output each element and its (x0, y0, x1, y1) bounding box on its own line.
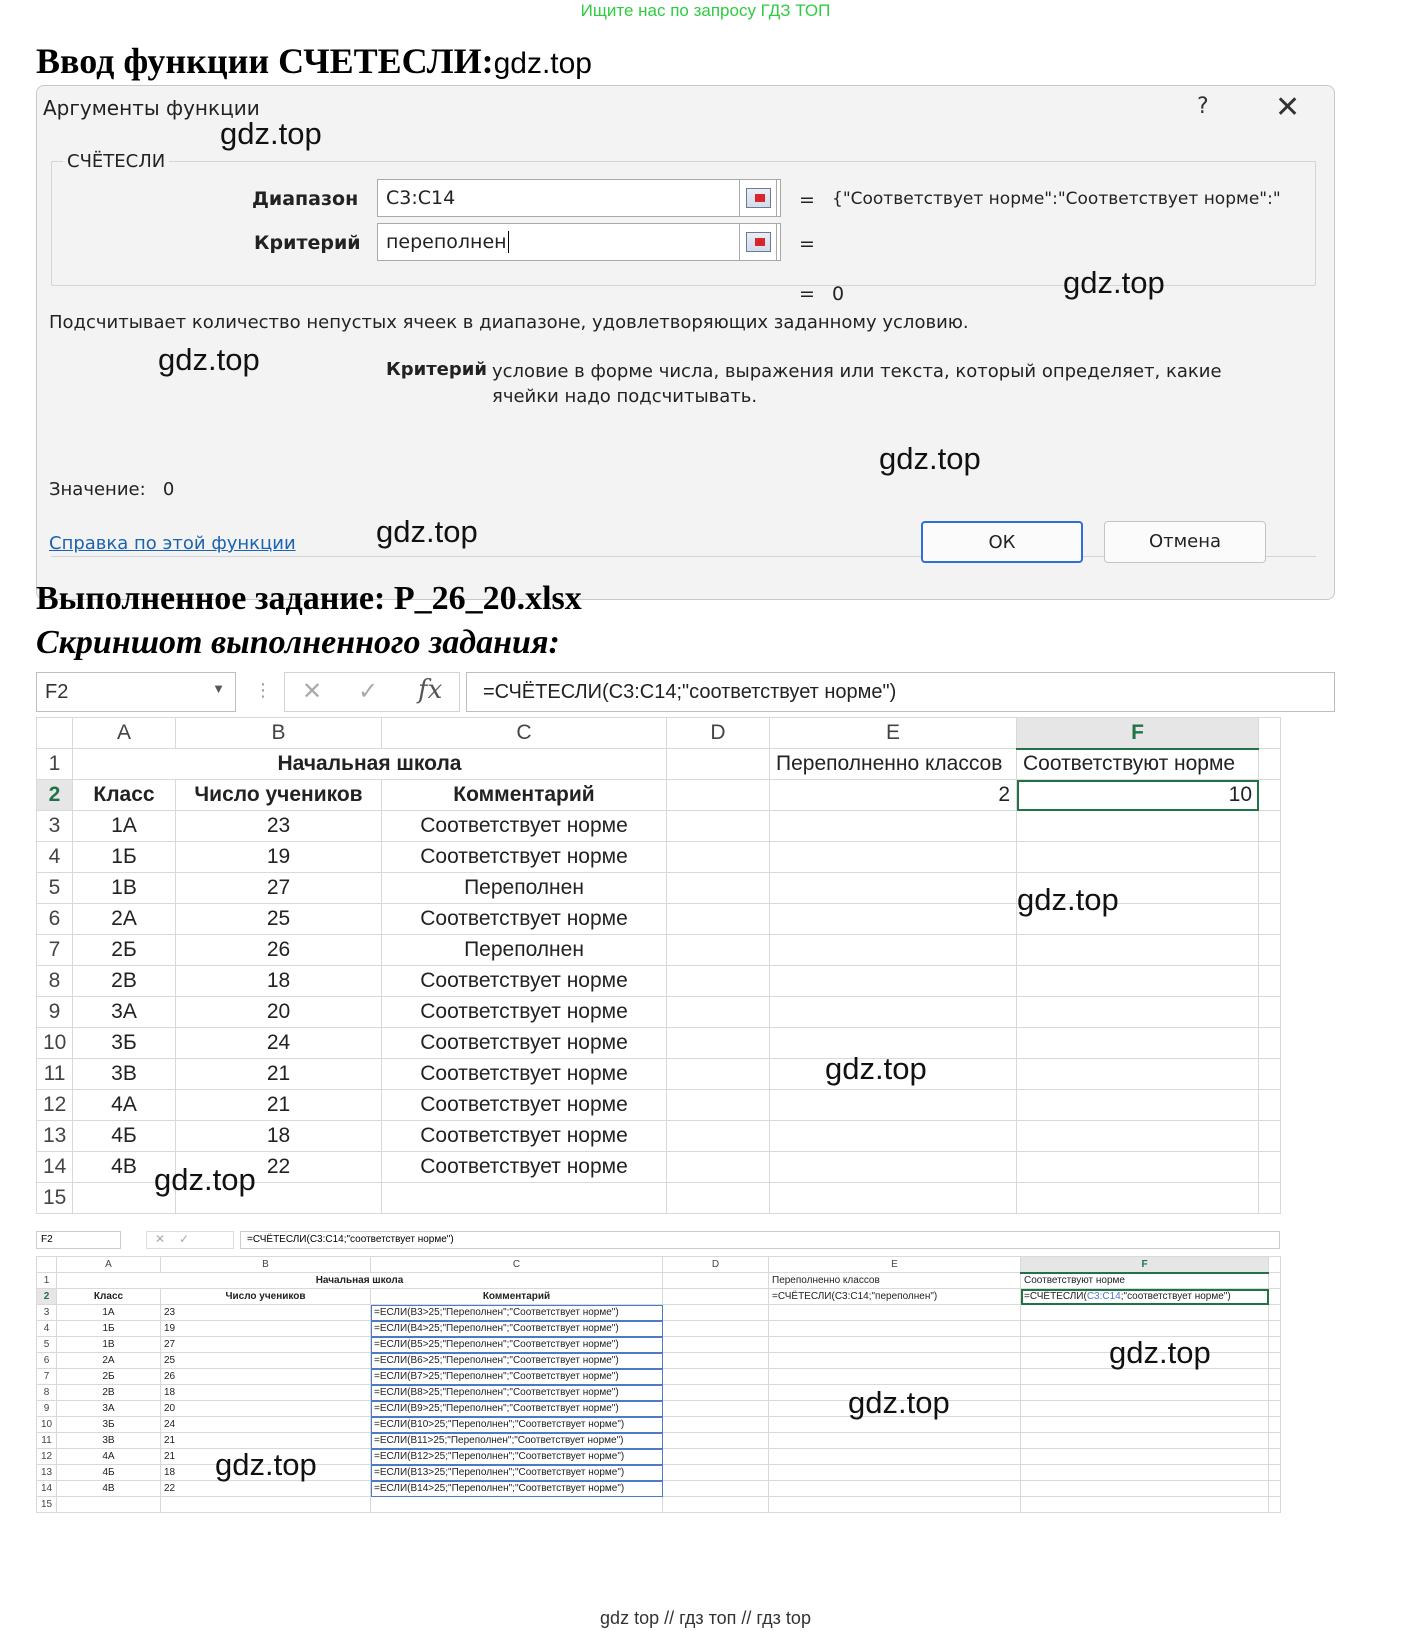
watermark: gdz.top (825, 1051, 927, 1086)
table-row (37, 935, 1281, 966)
range-eq: = (799, 189, 815, 211)
table-row-formula: 6 2А 25 =ЕСЛИ(B6>25;"Переполнен";"Соответствует норме") (37, 1353, 1281, 1369)
cell-class[interactable]: 4В (73, 1152, 176, 1183)
table-title-small[interactable]: Начальная школа (57, 1273, 663, 1289)
cell-comment-formula[interactable]: =ЕСЛИ(B3>25;"Переполнен";"Соответствует норме") (371, 1305, 663, 1321)
heading-text: Ввод функции СЧЕТЕСЛИ: (36, 41, 494, 81)
col-header-f[interactable]: F (1017, 718, 1259, 749)
watermark: gdz.top (1109, 1335, 1211, 1370)
cell-comment[interactable]: Переполнен (382, 873, 667, 904)
cell-class-small[interactable]: 1В (57, 1337, 161, 1353)
formula-bar-small (36, 1231, 1280, 1251)
arg-help-text: условие в форме числа, выражения или текста, который определяет, какие ячейки надо подсчитывать. (492, 361, 1222, 407)
cell-class[interactable]: 2А (73, 904, 176, 935)
cell-class-small[interactable]: 3Б (57, 1417, 161, 1433)
footer: gdz top // гдз топ // гдз top (600, 1608, 811, 1628)
table-row (37, 1059, 1281, 1090)
table-row-formula: 4 1Б 19 =ЕСЛИ(B4>25;"Переполнен";"Соответствует норме") (37, 1321, 1281, 1337)
range-input[interactable]: C3:C14 (377, 179, 781, 217)
cell-class[interactable]: 1В (73, 873, 176, 904)
col-header-a[interactable]: A (73, 718, 176, 749)
function-name-label: СЧЁТЕСЛИ (63, 151, 169, 172)
enter-formula-icon[interactable]: ✓ (358, 677, 379, 705)
watermark: gdz.top (1017, 882, 1119, 917)
watermark: gdz.top (848, 1385, 950, 1420)
row-header[interactable]: 6 (37, 904, 73, 935)
header-students-small[interactable]: Число учеников (161, 1289, 371, 1305)
name-box-small[interactable]: F2 (36, 1231, 121, 1249)
watermark: gdz.top (220, 116, 322, 151)
watermark: gdz.top (158, 342, 260, 377)
col-header-b[interactable]: B (176, 718, 382, 749)
function-description: Подсчитывает количество непустых ячеек в диапазоне, удовлетворяющих заданному условию. (49, 312, 969, 333)
row-header[interactable]: 4 (37, 842, 73, 873)
row-header[interactable]: 1 (37, 749, 73, 780)
row-header[interactable]: 15 (37, 1183, 73, 1214)
cell-students[interactable]: 19 (176, 842, 382, 873)
cell-comment[interactable]: Соответствует норме (382, 811, 667, 842)
cell-comment-formula[interactable]: =ЕСЛИ(B4>25;"Переполнен";"Соответствует норме") (371, 1321, 663, 1337)
criteria-eq: = (799, 233, 815, 255)
range-collapse-button[interactable] (739, 179, 777, 217)
cell-comment[interactable]: Соответствует норме (382, 1090, 667, 1121)
cell-students-small[interactable]: 18 (161, 1385, 371, 1401)
cell-students[interactable]: 26 (176, 935, 382, 966)
formula-bar (36, 672, 1335, 720)
row-header[interactable]: 13 (37, 1121, 73, 1152)
criteria-input[interactable] (377, 223, 781, 261)
cell-students[interactable]: 21 (176, 1059, 382, 1090)
header-comment-small[interactable]: Комментарий (371, 1289, 663, 1305)
table-row (37, 966, 1281, 997)
table-row-formula: 9 3А 20 =ЕСЛИ(B9>25;"Переполнен";"Соответствует норме") (37, 1401, 1281, 1417)
cell-students-small[interactable]: 25 (161, 1353, 371, 1369)
header-class-small[interactable]: Класс (57, 1289, 161, 1305)
watermark: gdz.top (1063, 265, 1165, 300)
table-row (37, 811, 1281, 842)
header-comment[interactable]: Комментарий (382, 780, 667, 811)
name-box[interactable]: F2 ▼ (36, 672, 236, 712)
cell-comment-formula[interactable]: =ЕСЛИ(B7>25;"Переполнен";"Соответствует норме") (371, 1369, 663, 1385)
row-header[interactable]: 11 (37, 1059, 73, 1090)
cell-class[interactable]: 3Б (73, 1028, 176, 1059)
table-row-formula: 5 1В 27 =ЕСЛИ(B5>25;"Переполнен";"Соответствует норме") (37, 1337, 1281, 1353)
table-row-formula: 7 2Б 26 =ЕСЛИ(B7>25;"Переполнен";"Соответствует норме") (37, 1369, 1281, 1385)
row-header[interactable]: 10 (37, 1028, 73, 1059)
col-header-c[interactable]: C (382, 718, 667, 749)
top-banner: Ищите нас по запросу ГДЗ ТОП (580, 1, 831, 20)
heading-screenshot: Скриншот выполненного задания: (36, 624, 560, 661)
cell-class-small[interactable]: 4В (57, 1481, 161, 1497)
cell-class[interactable]: 1А (73, 811, 176, 842)
row-header[interactable]: 12 (37, 1090, 73, 1121)
range-result: {"Соответствует норме":"Соответствует норме":" (832, 189, 1281, 209)
cell-comment-formula[interactable]: =ЕСЛИ(B14>25;"Переполнен";"Соответствует норме") (371, 1481, 663, 1497)
col-header-a-small[interactable]: A (57, 1257, 161, 1273)
cell-comment[interactable]: Соответствует норме (382, 966, 667, 997)
formula-result: 0 (832, 283, 845, 305)
row-header[interactable]: 3 (37, 811, 73, 842)
watermark: gdz.top (376, 514, 478, 549)
cell-comment[interactable]: Соответствует норме (382, 997, 667, 1028)
table-row (37, 842, 1281, 873)
cell-comment-formula[interactable]: =ЕСЛИ(B10>25;"Переполнен";"Соответствует норме") (371, 1417, 663, 1433)
cell-class-small[interactable]: 4А (57, 1449, 161, 1465)
cell-comment-formula[interactable]: =ЕСЛИ(B9>25;"Переполнен";"Соответствует норме") (371, 1401, 663, 1417)
table-row-formula: 12 4А 21 =ЕСЛИ(B12>25;"Переполнен";"Соответствует норме") (37, 1449, 1281, 1465)
row-header[interactable]: 8 (37, 966, 73, 997)
cell-students[interactable]: 21 (176, 1090, 382, 1121)
header-class[interactable]: Класс (73, 780, 176, 811)
cell-class-small[interactable]: 2Б (57, 1369, 161, 1385)
cell-students-small[interactable]: 24 (161, 1417, 371, 1433)
cell-students[interactable]: 27 (176, 873, 382, 904)
formula-grid: A B C D E F 1 Начальная школа Переполненно классов Соответствуют норме 2 Класс Число учеников Комментарий =СЧЁТЕСЛИ(C3:C14;"переполнен") =СЧЁТЕСЛИ(C3:C14;"соответствует норме") 3 1А 23 =ЕСЛИ(B3>25;"Переполнен";"Соответствует норме") 4 1Б 19 =ЕСЛИ(B4>25;"Переполнен";"Соответствует норме") 5 1В 27 =ЕСЛИ(B5>25;"Переполнен";"Соответствует норме") 6 2А 25 =ЕСЛИ(B6>25;"Переполнен";"Соответствует норме") 7 2Б 26 =ЕСЛИ(B7>25;"Переполнен";"Соответствует норме") 8 2В 18 =ЕСЛИ(B8>25;"Переполнен";"Соответствует норме") 9 3А 20 =ЕСЛИ(B9>25;"Переполнен";"Соответствует норме") 10 3Б 24 =ЕСЛИ(B10>25;"Переполнен";"Соответствует норме") 11 3В 21 =ЕСЛИ(B11>25;"Переполнен";"Соответствует норме") 12 4А 21 =ЕСЛИ(B12>25;"Переполнен";"Соответствует норме") 13 4Б 18 =ЕСЛИ(B13>25;"Переполнен";"Соответствует норме") 14 4В 22 =ЕСЛИ(B14>25;"Переполнен";"Соответствует норме") 15 (36, 1256, 1281, 1513)
formula-input-small[interactable]: =СЧЁТЕСЛИ(C3:C14;"соответствует норме") (240, 1231, 1280, 1249)
col-header-f-small[interactable]: F (1021, 1257, 1269, 1273)
table-row-formula: 13 4Б 18 =ЕСЛИ(B13>25;"Переполнен";"Соответствует норме") (37, 1465, 1281, 1481)
table-row-formula: 8 2В 18 =ЕСЛИ(B8>25;"Переполнен";"Соответствует норме") (37, 1385, 1281, 1401)
cell-students-small[interactable]: 18 (161, 1465, 371, 1481)
cell-students[interactable]: 20 (176, 997, 382, 1028)
cell-e2[interactable]: 2 (770, 780, 1017, 811)
cell-students-small[interactable]: 27 (161, 1337, 371, 1353)
table-row (37, 1090, 1281, 1121)
cell-comment[interactable]: Соответствует норме (382, 904, 667, 935)
cell-f1-small[interactable]: Соответствуют норме (1021, 1273, 1269, 1289)
col-header-b-small[interactable]: B (161, 1257, 371, 1273)
heading-input-function (36, 40, 592, 82)
cell-comment[interactable]: Соответствует норме (382, 842, 667, 873)
cancel-button[interactable]: Отмена (1104, 521, 1266, 563)
cell-comment[interactable]: Соответствует норме (382, 1121, 667, 1152)
range-label: Диапазон (252, 188, 359, 210)
formula-buttons-small: ✕✓ (146, 1231, 234, 1249)
watermark: gdz.top (154, 1162, 256, 1197)
col-header-d-small[interactable]: D (663, 1257, 769, 1273)
criteria-value: переполнен (386, 231, 507, 253)
table-row-formula: 11 3В 21 =ЕСЛИ(B11>25;"Переполнен";"Соответствует норме") (37, 1433, 1281, 1449)
select-all[interactable] (37, 718, 73, 749)
table-row (37, 1121, 1281, 1152)
col-header-d[interactable]: D (667, 718, 770, 749)
cell-students-small[interactable]: 21 (161, 1433, 371, 1449)
cell-students-small[interactable]: 19 (161, 1321, 371, 1337)
cell-students-small[interactable]: 22 (161, 1481, 371, 1497)
cell-students[interactable]: 18 (176, 966, 382, 997)
cell-class[interactable]: 4А (73, 1090, 176, 1121)
spreadsheet-grid (36, 717, 1281, 1214)
row-header[interactable]: 2 (37, 780, 73, 811)
row-header[interactable]: 7 (37, 935, 73, 966)
table-row (37, 1028, 1281, 1059)
help-icon[interactable]: ? (1197, 94, 1209, 119)
col-header-e-small[interactable]: E (769, 1257, 1021, 1273)
cell-comment-formula[interactable]: =ЕСЛИ(B6>25;"Переполнен";"Соответствует норме") (371, 1353, 663, 1369)
cell-students-small[interactable]: 23 (161, 1305, 371, 1321)
cell-class-small[interactable]: 2В (57, 1385, 161, 1401)
cell-comment[interactable]: Соответствует норме (382, 1028, 667, 1059)
cell-class-small[interactable]: 4Б (57, 1465, 161, 1481)
row-header[interactable]: 9 (37, 997, 73, 1028)
header-students[interactable]: Число учеников (176, 780, 382, 811)
close-icon[interactable]: ✕ (1275, 90, 1301, 125)
cell-students-small[interactable]: 26 (161, 1369, 371, 1385)
help-link[interactable]: Справка по этой функции (49, 533, 296, 554)
table-title[interactable]: Начальная школа (73, 749, 667, 780)
value-text: 0 (162, 479, 175, 500)
cell-students[interactable]: 25 (176, 904, 382, 935)
dialog-title: Аргументы функции (43, 96, 260, 120)
formula-input[interactable]: =СЧЁТЕСЛИ(C3:C14;"соответствует норме") (466, 672, 1335, 712)
fx-icon[interactable]: fx (418, 675, 443, 705)
cell-students[interactable]: 23 (176, 811, 382, 842)
cell-comment-formula[interactable]: =ЕСЛИ(B12>25;"Переполнен";"Соответствует норме") (371, 1449, 663, 1465)
grip-icon: ⋮ (254, 680, 272, 701)
cell-f2[interactable]: 10 (1017, 780, 1259, 811)
cell-class[interactable]: 3А (73, 997, 176, 1028)
cell-class-small[interactable]: 1А (57, 1305, 161, 1321)
cell-f2-formula[interactable]: =СЧЁТЕСЛИ(C3:C14;"соответствует норме") (1021, 1289, 1269, 1305)
arg-help-label: Критерий (386, 359, 487, 380)
cell-e1[interactable]: Переполненно классов (770, 749, 1017, 780)
cell-class[interactable]: 3В (73, 1059, 176, 1090)
row-header[interactable]: 5 (37, 873, 73, 904)
cell-class[interactable]: 2В (73, 966, 176, 997)
cell-comment-formula[interactable]: =ЕСЛИ(B13>25;"Переполнен";"Соответствует норме") (371, 1465, 663, 1481)
cell-class[interactable]: 1Б (73, 842, 176, 873)
cell-comment-formula[interactable]: =ЕСЛИ(B8>25;"Переполнен";"Соответствует норме") (371, 1385, 663, 1401)
cell-class[interactable]: 4Б (73, 1121, 176, 1152)
cell-students[interactable]: 22 (176, 1152, 382, 1183)
cell-class-small[interactable]: 3А (57, 1401, 161, 1417)
cell-class-small[interactable]: 2А (57, 1353, 161, 1369)
chevron-down-icon[interactable]: ▼ (212, 681, 225, 696)
cell-comment[interactable]: Переполнен (382, 935, 667, 966)
table-row (37, 997, 1281, 1028)
cell-e2-formula[interactable]: =СЧЁТЕСЛИ(C3:C14;"переполнен") (769, 1289, 1021, 1305)
cancel-formula-icon[interactable]: ✕ (302, 677, 323, 705)
heading-watermark: gdz.top (493, 47, 592, 80)
cell-students[interactable]: 24 (176, 1028, 382, 1059)
cell-comment-formula[interactable]: =ЕСЛИ(B5>25;"Переполнен";"Соответствует норме") (371, 1337, 663, 1353)
cell-f1[interactable]: Соответствуют норме (1017, 749, 1259, 780)
cell-class-small[interactable]: 3В (57, 1433, 161, 1449)
table-row-formula: 14 4В 22 =ЕСЛИ(B14>25;"Переполнен";"Соответствует норме") (37, 1481, 1281, 1497)
table-row-formula: 3 1А 23 =ЕСЛИ(B3>25;"Переполнен";"Соответствует норме") (37, 1305, 1281, 1321)
ok-button[interactable]: ОК (921, 521, 1083, 563)
value-label: Значение: 0 (49, 479, 175, 500)
cell-e1-small[interactable]: Переполненно классов (769, 1273, 1021, 1289)
watermark: gdz.top (879, 441, 981, 476)
cell-students[interactable]: 18 (176, 1121, 382, 1152)
cell-students-small[interactable]: 20 (161, 1401, 371, 1417)
criteria-label: Критерий (254, 232, 361, 254)
watermark: gdz.top (215, 1447, 317, 1482)
row-header[interactable]: 14 (37, 1152, 73, 1183)
cell-comment[interactable]: Соответствует норме (382, 1152, 667, 1183)
cell-comment-formula[interactable]: =ЕСЛИ(B11>25;"Переполнен";"Соответствует норме") (371, 1433, 663, 1449)
cell-comment[interactable]: Соответствует норме (382, 1059, 667, 1090)
result-eq: = (799, 283, 815, 305)
heading-task-done: Выполненное задание: Р_26_20.xlsx (36, 580, 582, 617)
criteria-collapse-button[interactable] (739, 223, 777, 261)
table-row-formula: 10 3Б 24 =ЕСЛИ(B10>25;"Переполнен";"Соответствует норме") (37, 1417, 1281, 1433)
cell-class[interactable]: 2Б (73, 935, 176, 966)
cell-students-small[interactable]: 21 (161, 1449, 371, 1465)
cell-class-small[interactable]: 1Б (57, 1321, 161, 1337)
col-header-c-small[interactable]: C (371, 1257, 663, 1273)
col-header-e[interactable]: E (770, 718, 1017, 749)
